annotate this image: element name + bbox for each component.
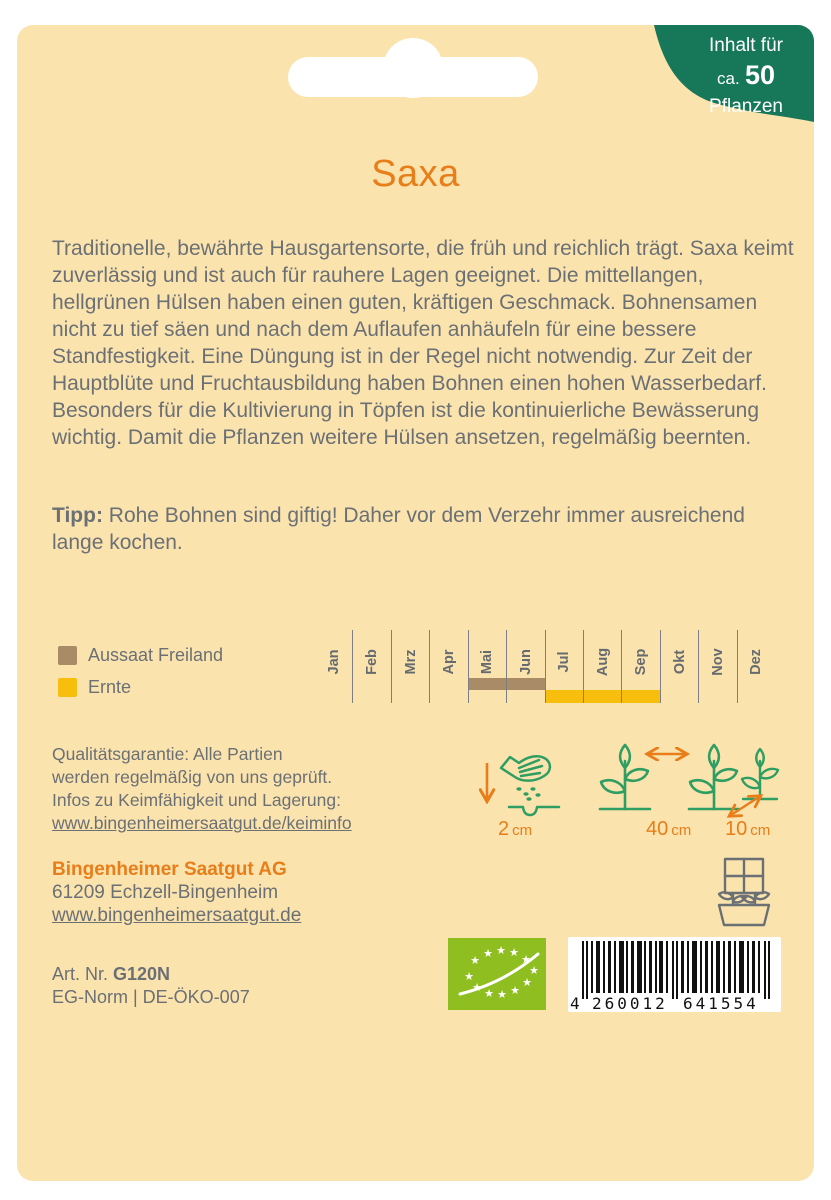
barcode-group1: 260012 (592, 994, 668, 1012)
article-number: G120N (113, 964, 171, 984)
month-label: Apr (440, 649, 457, 675)
svg-text:★: ★ (509, 946, 519, 959)
calendar-month-column (507, 630, 545, 703)
svg-text:★: ★ (464, 970, 474, 983)
eg-norm-line: EG-Norm | DE-ÖKO-007 (52, 987, 250, 1007)
sowing-calendar (315, 630, 775, 703)
calendar-legend (58, 645, 223, 709)
month-label: Nov (709, 648, 726, 676)
euro-hang-hole-bump (383, 38, 443, 98)
svg-text:★: ★ (472, 981, 482, 994)
month-label: Aug (594, 647, 611, 677)
svg-text:★: ★ (529, 964, 539, 977)
content-badge (652, 25, 814, 127)
svg-text:★: ★ (497, 988, 507, 1001)
month-label: Mai (479, 649, 496, 675)
month-label: Okt (671, 649, 688, 675)
calendar-columns (315, 630, 775, 703)
calendar-month-column (392, 630, 430, 703)
svg-text:★: ★ (522, 976, 532, 989)
calendar-month-column (430, 630, 468, 703)
quality-guarantee (52, 743, 352, 835)
svg-text:★: ★ (484, 987, 494, 1000)
calendar-month-column (315, 630, 353, 703)
window-balcony-planter-icon (703, 857, 785, 927)
plant-spacing-label: 10 cm (725, 818, 771, 840)
badge-text (682, 33, 810, 119)
calendar-month-column (469, 630, 507, 703)
calendar-month-column (584, 630, 622, 703)
variety-title: Saxa (371, 153, 460, 195)
packet-panel (17, 25, 814, 1181)
month-label: Dez (748, 649, 765, 675)
eu-organic-leaf-logo (448, 938, 546, 1010)
month-label: Jan (325, 649, 342, 675)
legend-label-aussaat: Aussaat Freiland (88, 645, 224, 665)
tip-text: Tipp: Rohe Bohnen sind giftig! Daher vor dem Verzehr immer ausreichend lange kochen. (52, 504, 745, 554)
badge-line3: Pflanzen (709, 95, 783, 117)
svg-text:★: ★ (510, 984, 520, 997)
calendar-month-column (353, 630, 391, 703)
company-name: Bingenheimer Saatgut AG (52, 859, 287, 880)
svg-text:★: ★ (521, 953, 531, 966)
legend-row-ernte (58, 677, 223, 698)
month-label: Feb (364, 649, 381, 675)
address-block (52, 858, 301, 927)
hand-sowing-seeds-icon (479, 751, 565, 819)
calendar-month-column (738, 630, 775, 703)
company-city: 61209 Echzell-Bingenheim (52, 882, 279, 903)
month-label: Mrz (402, 649, 419, 675)
svg-text:★: ★ (470, 954, 480, 967)
badge-line1: Inhalt für (709, 35, 783, 56)
badge-line2: ca. 50 (716, 60, 775, 91)
aussaat-color-swatch (58, 646, 77, 665)
ernte-color-swatch (58, 678, 77, 697)
calendar-month-column (622, 630, 660, 703)
row-spacing-label: 40 cm (646, 818, 692, 840)
month-label: Jul (556, 651, 573, 673)
legend-label-ernte: Ernte (88, 677, 132, 697)
row-spacing-arrow-icon (640, 747, 694, 761)
month-label: Jun (517, 649, 534, 675)
quality-line3: Infos zu Keimfähigkeit und Lagerung: (52, 790, 341, 810)
quality-line2: werden regelmäßig von uns geprüft. (52, 767, 333, 787)
article-block (52, 963, 250, 1009)
keiminfo-link[interactable]: www.bingenheimersaatgut.de/keiminfo (52, 813, 352, 833)
sowing-depth-label: 2 cm (498, 818, 533, 840)
month-label: Sep (633, 648, 650, 676)
article-number-line: Art. Nr. G120N (52, 964, 171, 984)
description-text: Traditionelle, bewährte Hausgartensorte, die früh und reichlich trägt. Saxa keimt zuverlässig und ist auch für rauhere Lagen geeignet. Die mittellangen, hellgrünen Hülsen haben einen guten, kräftigen Geschmack. Bohnensamen nicht zu tief säen und nach dem Auflaufen anhäufeln für eine bessere Standfestigkeit. Eine Düngung ist in der Regel nicht notwendig. Zur Zeit der Hauptblüte und Fruchtausbildung haben Bohnen einen hohen Wasserbedarf. Besonders für die Kultivierung in Töpfen ist die kontinuierliche Bewässerung wichtig. Damit die Pflanzen weitere Hülsen ansetzen, regelmäßig beernten. (52, 237, 794, 449)
ean-barcode (568, 937, 781, 1012)
calendar-month-column (546, 630, 584, 703)
barcode-group2: 641554 (683, 994, 759, 1012)
company-website-link[interactable]: www.bingenheimersaatgut.de (52, 905, 302, 926)
legend-row-aussaat (58, 645, 223, 666)
barcode-digit-lead: 4 (570, 994, 580, 1012)
quality-line1: Qualitätsgarantie: Alle Partien (52, 744, 283, 764)
plant-spacing-arrow-icon (723, 791, 767, 821)
tip-label: Tipp: (52, 504, 103, 527)
calendar-month-column (699, 630, 737, 703)
calendar-month-column (661, 630, 699, 703)
svg-text:★: ★ (496, 944, 506, 957)
svg-text:★: ★ (483, 947, 493, 960)
